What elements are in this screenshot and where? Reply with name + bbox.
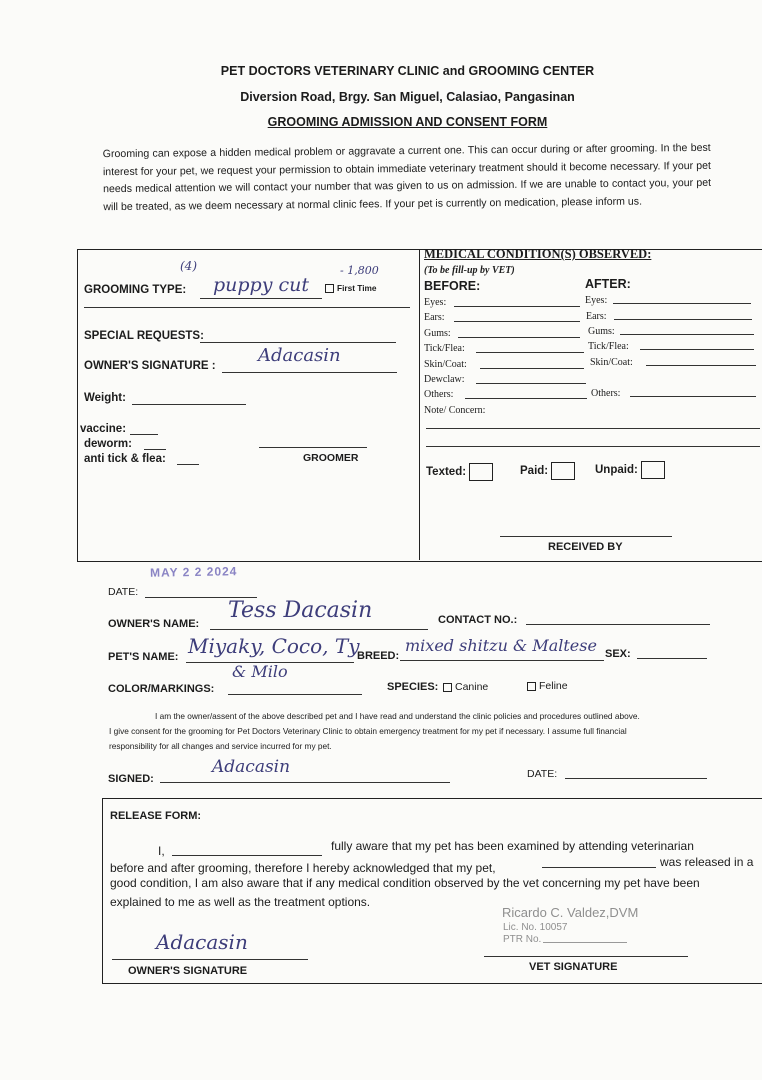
after-ears-line bbox=[614, 319, 752, 320]
date2-line bbox=[565, 778, 707, 779]
after-tick-line bbox=[640, 349, 754, 350]
signed-line bbox=[160, 782, 450, 783]
consent-line-3: responsibility for all changes and service incurred for my pet. bbox=[109, 741, 332, 751]
anti-tick-label: anti tick & flea: bbox=[84, 453, 166, 465]
vet-ptr: PTR No. bbox=[503, 934, 542, 945]
canine-option[interactable] bbox=[443, 681, 488, 693]
after-label: AFTER: bbox=[585, 277, 631, 291]
owner-name-line bbox=[210, 629, 428, 630]
before-dewclaw: Dewclaw: bbox=[424, 374, 465, 385]
after-others-line bbox=[630, 396, 756, 397]
form-title: GROOMING ADMISSION AND CONSENT FORM bbox=[267, 115, 548, 129]
release-line1-b: fully aware that my pet has been examined by attending veterinarian bbox=[331, 839, 694, 853]
before-gums-line bbox=[458, 337, 580, 338]
note-label: Note/ Concern: bbox=[424, 405, 486, 416]
note-line-2 bbox=[426, 446, 760, 447]
paid-label: Paid: bbox=[520, 465, 549, 478]
owner-name-value[interactable]: Tess Dacasin bbox=[228, 598, 373, 623]
weight-line bbox=[132, 404, 246, 405]
vaccine-label: vaccine: bbox=[80, 423, 127, 435]
clinic-address: Diversion Road, Brgy. San Miguel, Calasiao, Pangasinan bbox=[240, 90, 575, 104]
unpaid-checkbox[interactable] bbox=[641, 461, 665, 479]
release-line2-a: before and after grooming, therefore I hereby acknowledged that my pet, bbox=[110, 861, 496, 875]
deworm-label: deworm: bbox=[84, 438, 132, 450]
date2-label: DATE: bbox=[527, 768, 558, 780]
signed-value: Adacasin bbox=[212, 757, 291, 777]
texted-option[interactable] bbox=[426, 463, 493, 481]
special-requests-line bbox=[200, 342, 396, 343]
owner-signature-line bbox=[222, 372, 397, 373]
vet-signature-label: VET SIGNATURE bbox=[529, 961, 618, 973]
owner-signature-value: Adacasin bbox=[258, 345, 341, 366]
first-time-label: First Time bbox=[337, 283, 377, 293]
paid-option[interactable] bbox=[520, 462, 575, 480]
feline-label: Feline bbox=[539, 680, 568, 692]
grooming-type-line bbox=[200, 298, 322, 299]
breed-value[interactable]: mixed shitzu & Maltese bbox=[405, 636, 597, 655]
date-stamp: MAY 2 2 2024 bbox=[149, 564, 238, 580]
color-line bbox=[228, 694, 362, 695]
sex-label: SEX: bbox=[605, 648, 631, 660]
vet-ptr-line bbox=[543, 942, 627, 943]
pet-name-value[interactable]: Miyaky, Coco, Ty bbox=[188, 634, 360, 658]
owner-signature-label: OWNER'S SIGNATURE : bbox=[84, 360, 216, 372]
unpaid-option[interactable] bbox=[595, 461, 665, 479]
grooming-price: - 1,800 bbox=[340, 264, 379, 277]
release-title: RELEASE FORM: bbox=[110, 810, 202, 822]
special-requests-label: SPECIAL REQUESTS: bbox=[84, 330, 204, 342]
first-time-option[interactable] bbox=[325, 283, 377, 293]
before-eyes: Eyes: bbox=[424, 297, 447, 308]
unpaid-label: Unpaid: bbox=[595, 464, 638, 477]
grooming-type-value[interactable]: puppy cut bbox=[213, 274, 310, 296]
pet-name-value-2: & Milo bbox=[232, 662, 288, 681]
note-line-1 bbox=[426, 428, 760, 429]
feline-checkbox[interactable] bbox=[527, 682, 536, 691]
release-pet-line bbox=[542, 867, 656, 868]
owner-release-signature-value: Adacasin bbox=[156, 930, 248, 954]
before-ears-line bbox=[454, 321, 580, 322]
clinic-name: PET DOCTORS VETERINARY CLINIC and GROOMING CENTER bbox=[220, 64, 595, 78]
before-skin: Skin/Coat: bbox=[424, 359, 467, 370]
first-time-checkbox[interactable] bbox=[325, 284, 334, 293]
sex-line bbox=[637, 658, 707, 659]
contact-label: CONTACT NO.: bbox=[438, 614, 518, 626]
grooming-extra-line bbox=[84, 307, 410, 308]
date-label: DATE: bbox=[108, 586, 139, 598]
grooming-type-label: GROOMING TYPE: bbox=[84, 284, 187, 296]
vet-name: Ricardo C. Valdez,DVM bbox=[502, 905, 639, 920]
before-dewclaw-line bbox=[476, 383, 586, 384]
before-others-line bbox=[465, 398, 587, 399]
grooming-count: (4) bbox=[180, 259, 197, 273]
after-eyes: Eyes: bbox=[585, 295, 608, 306]
intro-paragraph: Grooming can expose a hidden medical problem or aggravate a current one. This can occur during or after grooming. In the best interest for your pet, we request your permission to obtain immediate veterinary treatment should it become necessary. If your pet needs medical attention we will contact your number that was given to us on admission. If we are unable to contact you, your pet will be treated, as we deem necessary at normal clinic fees. If your pet is currently on medication, please inform us. bbox=[102, 141, 712, 213]
weight-label: Weight: bbox=[84, 392, 126, 404]
breed-line bbox=[400, 660, 604, 661]
release-line3: good condition, I am also aware that if any medical condition observed by the vet concerning my pet have been bbox=[110, 876, 700, 890]
release-name-line bbox=[172, 855, 322, 856]
deworm-line bbox=[144, 449, 166, 450]
after-gums: Gums: bbox=[588, 326, 615, 337]
vet-signature-line bbox=[484, 956, 688, 957]
signed-label: SIGNED: bbox=[108, 773, 154, 785]
consent-line-1: I am the owner/assent of the above described pet and I have read and understand the clinic policies and procedures outlined above. bbox=[155, 711, 640, 721]
anti-tick-line bbox=[177, 464, 199, 465]
received-by-label: RECEIVED BY bbox=[548, 541, 623, 553]
before-label: BEFORE: bbox=[424, 279, 481, 293]
breed-label: BREED: bbox=[357, 650, 400, 662]
after-skin: Skin/Coat: bbox=[590, 357, 633, 368]
paid-checkbox[interactable] bbox=[551, 462, 575, 480]
canine-checkbox[interactable] bbox=[443, 683, 452, 692]
color-label: COLOR/MARKINGS: bbox=[108, 683, 215, 695]
owner-release-signature-label: OWNER'S SIGNATURE bbox=[128, 965, 248, 977]
before-gums: Gums: bbox=[424, 328, 451, 339]
received-by-line bbox=[500, 536, 672, 537]
vaccine-line bbox=[130, 434, 158, 435]
after-skin-line bbox=[646, 365, 756, 366]
groomer-label: GROOMER bbox=[303, 452, 359, 464]
before-eyes-line bbox=[454, 306, 580, 307]
release-line2-b: was released in a bbox=[660, 855, 754, 869]
vet-lic: Lic. No. 10057 bbox=[503, 922, 568, 933]
owner-release-signature-line bbox=[112, 959, 308, 960]
groomer-line bbox=[259, 447, 367, 448]
before-skin-line bbox=[480, 368, 584, 369]
texted-checkbox[interactable] bbox=[469, 463, 493, 481]
release-line1-a: I, bbox=[158, 844, 165, 858]
contact-line bbox=[526, 624, 710, 625]
after-others: Others: bbox=[591, 388, 621, 399]
box-divider bbox=[419, 249, 420, 560]
before-tick: Tick/Flea: bbox=[424, 343, 465, 354]
species-label: SPECIES: bbox=[387, 681, 439, 693]
after-eyes-line bbox=[613, 303, 751, 304]
consent-line-2: I give consent for the grooming for Pet Doctors Veterinary Clinic to obtain emergency treatment for my pet if necessary. I assume full financial bbox=[109, 726, 627, 736]
medical-subtitle: (To be fill-up by VET) bbox=[424, 265, 515, 276]
canine-label: Canine bbox=[455, 681, 489, 693]
texted-label: Texted: bbox=[426, 466, 467, 479]
before-ears: Ears: bbox=[424, 312, 445, 323]
pet-name-label: PET'S NAME: bbox=[108, 651, 179, 663]
after-tick: Tick/Flea: bbox=[588, 341, 629, 352]
before-tick-line bbox=[476, 352, 584, 353]
owner-name-label: OWNER'S NAME: bbox=[108, 618, 200, 630]
after-gums-line bbox=[620, 334, 754, 335]
release-line4: explained to me as well as the treatment options. bbox=[110, 895, 371, 909]
feline-option[interactable] bbox=[527, 680, 568, 692]
medical-title: MEDICAL CONDITION(S) OBSERVED: bbox=[424, 247, 652, 261]
before-others: Others: bbox=[424, 389, 454, 400]
after-ears: Ears: bbox=[586, 311, 607, 322]
